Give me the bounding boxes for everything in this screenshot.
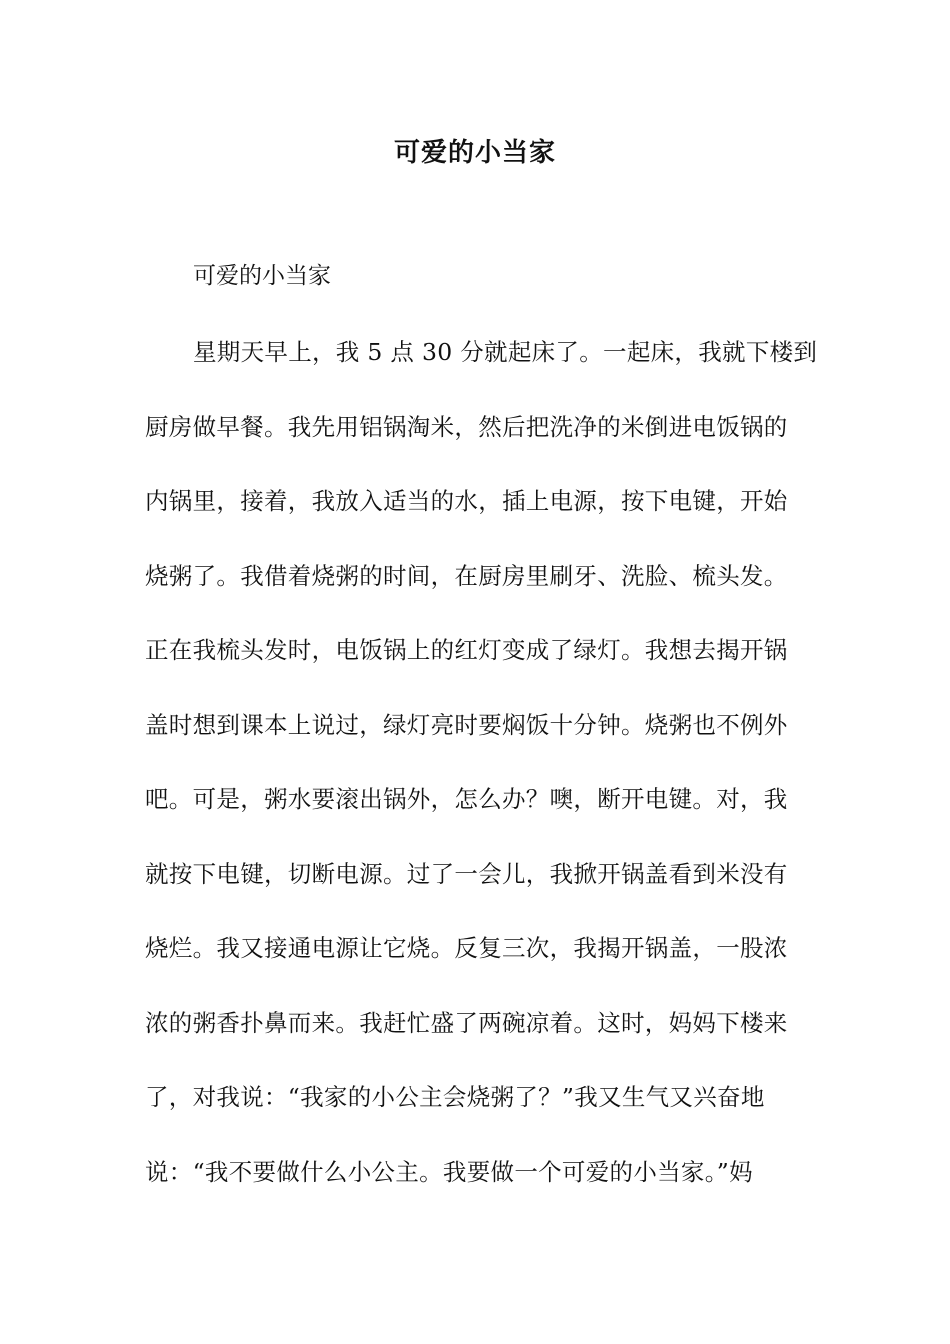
text-line: 内锅里，接着，我放入适当的水，插上电源，按下电键，开始 xyxy=(145,487,788,515)
text-line: 说：“我不要做什么小公主。我要做一个可爱的小当家。”妈 xyxy=(145,1157,753,1186)
text-line: 了，对我说：“我家的小公主会烧粥了？”我又生气又兴奋地 xyxy=(145,1083,765,1111)
text-line: 厨房做早餐。我先用铝锅淘米，然后把洗净的米倒进电饭锅的 xyxy=(145,412,788,441)
text-line: 正在我梳头发时，电饭锅上的红灯变成了绿灯。我想去揭开锅 xyxy=(145,636,788,664)
text-line: 烧烂。我又接通电源让它烧。反复三次，我揭开锅盖，一股浓 xyxy=(145,934,788,962)
text-line: 盖时想到课本上说过，绿灯亮时要焖饭十分钟。烧粥也不例外 xyxy=(145,710,788,739)
text-line: 星期天早上，我 5 点 30 分就起床了。一起床，我就下楼到 xyxy=(193,338,818,366)
text-line: 烧粥了。我借着烧粥的时间，在厨房里刷牙、洗脸、梳头发。 xyxy=(145,561,788,590)
text-line: 就按下电键，切断电源。过了一会儿，我掀开锅盖看到米没有 xyxy=(145,859,788,888)
document-title: 可爱的小当家 xyxy=(393,138,556,168)
text-line: 浓的粥香扑鼻而来。我赶忙盛了两碗凉着。这时，妈妈下楼来 xyxy=(145,1008,788,1037)
essay-body xyxy=(145,332,818,1226)
text-line: 吧。可是，粥水要滚出锅外，怎么办？噢，断开电键。对，我 xyxy=(145,785,788,813)
essay-subtitle: 可爱的小当家 xyxy=(193,263,331,289)
